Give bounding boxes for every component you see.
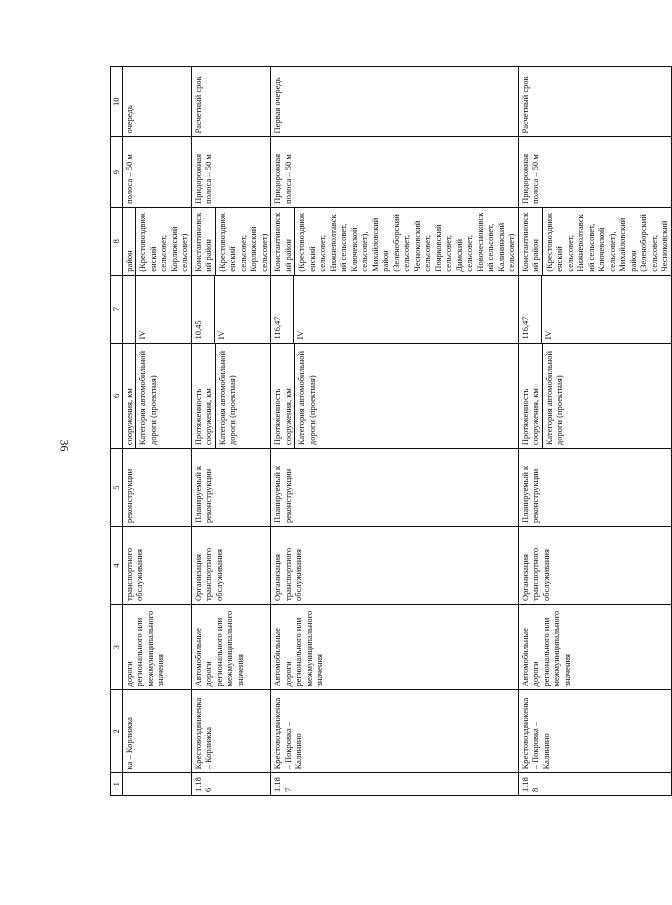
value-category: IV bbox=[215, 330, 226, 340]
column-number: 3 bbox=[111, 604, 123, 689]
object-purpose: Организация транспортного обслуживания bbox=[271, 527, 519, 605]
location-district: район bbox=[123, 208, 137, 275]
table-row bbox=[271, 67, 519, 796]
location-cell bbox=[271, 207, 519, 275]
location-cell bbox=[191, 207, 271, 275]
characteristic-category: Категория автомобильной дороги (проектная) bbox=[543, 350, 564, 446]
column-number: 10 bbox=[111, 67, 123, 137]
object-purpose: Организация транспортного обслуживания bbox=[518, 527, 671, 605]
table-row bbox=[191, 67, 271, 796]
column-number: 8 bbox=[111, 207, 123, 275]
column-number: 5 bbox=[111, 449, 123, 527]
characteristics-cell bbox=[271, 343, 519, 449]
value-length: 10,45 bbox=[192, 276, 215, 343]
location-councils: (Крестовоздвиженский сельсовет, Нижнеполтавский сельсовет, Ключевской сельсовет), Михайловский район (Зеленоборский сельсовет, Чесноковский сельсовет, Поярковский сельсовет, Димский сельсовет, Новочесноковский сельсовет, Калининский сельсовет) bbox=[296, 212, 516, 272]
characteristics-cell bbox=[122, 343, 191, 449]
characteristic-length: Протяженность сооружения, км bbox=[192, 344, 216, 449]
row-number: 1.188 bbox=[518, 773, 671, 796]
value-cell bbox=[122, 275, 191, 343]
location-councils: (Крестовоздвиженский сельсовет, Нижнеполтавский сельсовет, Ключевской сельсовет), Михайловский район (Зеленоборский сельсовет, Чесноковский bbox=[543, 213, 669, 272]
object-type: Автомобильные дороги регионального или межмуниципального значения bbox=[271, 604, 519, 689]
rotated-table-wrapper bbox=[110, 66, 669, 796]
location-cell bbox=[518, 207, 671, 275]
implementation-stage: Расчетный срок bbox=[518, 67, 671, 137]
zone-characteristic: Придорожная полоса – 50 м bbox=[518, 137, 671, 207]
row-number: 1.186 bbox=[191, 773, 271, 796]
table-row bbox=[518, 67, 671, 796]
implementation-stage: Расчетный срок bbox=[191, 67, 271, 137]
object-type: Автомобильные дороги регионального или межмуниципального значения bbox=[191, 604, 271, 689]
row-number bbox=[122, 773, 191, 796]
value-cell bbox=[518, 275, 671, 343]
zone-characteristic: Придорожная полоса – 50 м bbox=[191, 137, 271, 207]
value-length: 116,47 bbox=[271, 276, 294, 343]
value-length: 116,47 bbox=[519, 276, 542, 343]
implementation-stage: Первая очередь bbox=[271, 67, 519, 137]
value-length bbox=[123, 276, 136, 343]
location-councils: (Крестовоздвиженский сельсовет, Корлижский сельсовет) bbox=[137, 213, 189, 272]
object-name: ка – Корлижка bbox=[122, 690, 191, 773]
object-type: дороги регионального или межмуниципального значения bbox=[122, 604, 191, 689]
characteristics-cell bbox=[518, 343, 671, 449]
location-councils: (Крестовоздвиженский сельсовет, Корлижский сельсовет) bbox=[216, 213, 269, 272]
object-name: Крестовоздвиженка – Корлижка bbox=[191, 690, 271, 773]
value-cell bbox=[271, 275, 519, 343]
column-number: 9 bbox=[111, 137, 123, 207]
location-district: Константиновский район bbox=[271, 208, 295, 275]
objects-table bbox=[110, 66, 672, 796]
column-number: 1 bbox=[111, 773, 123, 796]
characteristic-category: Категория автомобильной дороги (проектная) bbox=[137, 350, 158, 446]
table-row bbox=[122, 67, 191, 796]
value-category: IV bbox=[295, 330, 305, 340]
value-category: IV bbox=[542, 330, 553, 340]
value-category: IV bbox=[136, 330, 147, 340]
row-number: 1.187 bbox=[271, 773, 519, 796]
object-purpose: транспортного обслуживания bbox=[122, 527, 191, 605]
characteristic-category: Категория автомобильной дороги (проектная) bbox=[296, 350, 317, 446]
zone-characteristic: полоса – 50 м bbox=[122, 137, 191, 207]
implementation-stage: очередь bbox=[122, 67, 191, 137]
object-name: Крестовоздвиженка – Покровка – Калинино bbox=[271, 690, 519, 773]
characteristic-length: Протяженность сооружения, км bbox=[519, 344, 543, 449]
object-name: Крестовоздвиженка – Покровка – Калинино bbox=[518, 690, 671, 773]
characteristic-length: Протяженность сооружения, км bbox=[271, 344, 295, 449]
column-number-row bbox=[111, 67, 123, 796]
characteristics-cell bbox=[191, 343, 271, 449]
location-district: Константиновский район bbox=[519, 208, 543, 275]
object-status: Планируемый к реконструкции bbox=[518, 449, 671, 527]
location-district: Константиновский район bbox=[192, 208, 216, 275]
characteristic-category: Категория автомобильной дороги (проектная) bbox=[216, 350, 237, 446]
object-status: реконструкции bbox=[122, 449, 191, 527]
location-cell bbox=[122, 207, 191, 275]
column-number: 2 bbox=[111, 690, 123, 773]
characteristic-length: сооружения, км bbox=[123, 344, 137, 449]
object-type: Автомобильные дороги регионального или межмуниципального значения bbox=[518, 604, 671, 689]
value-cell bbox=[191, 275, 271, 343]
column-number: 7 bbox=[111, 275, 123, 343]
object-purpose: Организация транспортного обслуживания bbox=[191, 527, 271, 605]
object-status: Планируемый к реконструкции bbox=[191, 449, 271, 527]
column-number: 6 bbox=[111, 343, 123, 449]
page-number: 36 bbox=[57, 439, 72, 452]
zone-characteristic: Придорожная полоса – 50 м bbox=[271, 137, 519, 207]
object-status: Планируемый к реконструкции bbox=[271, 449, 519, 527]
column-number: 4 bbox=[111, 527, 123, 605]
